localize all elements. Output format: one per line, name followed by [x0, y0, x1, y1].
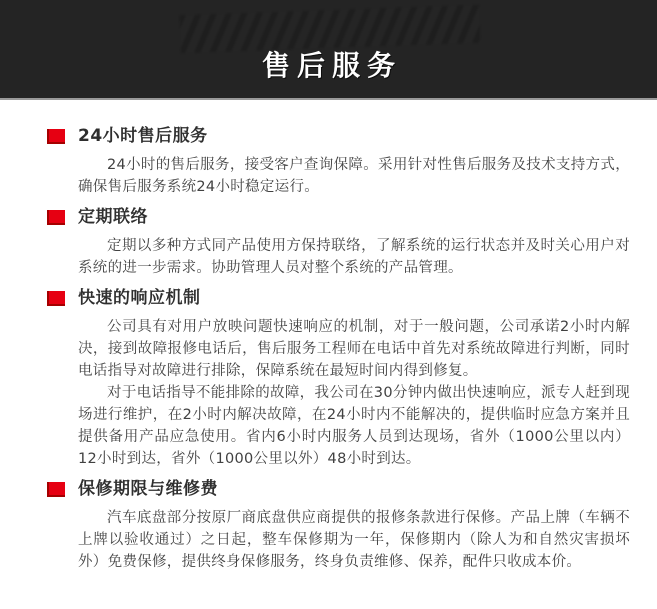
section-heading: 快速的响应机制: [78, 288, 201, 308]
red-square-bullet-icon: [47, 482, 65, 497]
document-content: [0, 100, 657, 573]
red-square-bullet-icon: [47, 129, 65, 144]
section-paragraph: 定期以多种方式同产品使用方保持联络，了解系统的运行状态并及时关心用户对系统的进一步需求。协助管理人员对整个系统的产品管理。: [78, 238, 630, 276]
section-paragraph: 汽车底盘部分按原厂商底盘供应商提供的报修条款进行保修。产品上牌（车辆不上牌以验收通过）之日起，整车保修期为一年，保修期内（除人为和自然灾害损坏外）免费保修，提供终身保修服务，终身负责维修、保养，配件只收成本价。: [78, 510, 630, 570]
section-paragraph: 对于电话指导不能排除的故障，我公司在30分钟内做出快速响应，派专人赶到现场进行维护，在2小时内解决故障，在24小时内不能解决的，提供临时应急方案并且提供备用产品应急使用。省内6小时内服务人员到达现场，省外（1000公里以内）12小时到达，省外（1000公里以外）48小时到达。: [78, 385, 630, 467]
section-heading: 定期联络: [78, 207, 148, 227]
red-square-bullet-icon: [47, 210, 65, 225]
section-heading-row: [0, 288, 657, 308]
page-title: 售后服务: [261, 49, 402, 82]
section-warranty-fees: [0, 479, 657, 573]
section-heading: 24小时售后服务: [78, 126, 208, 146]
page-header-banner: [0, 0, 657, 100]
section-24h-service: [0, 126, 657, 198]
section-regular-contact: [0, 207, 657, 279]
section-heading-row: [0, 479, 657, 499]
section-fast-response: [0, 288, 657, 470]
red-square-bullet-icon: [47, 291, 65, 306]
section-heading: 保修期限与维修费: [78, 479, 218, 499]
section-paragraph: 24小时的售后服务，接受客户查询保障。采用针对性售后服务及技术支持方式，确保售后服务系统24小时稳定运行。: [78, 157, 630, 195]
section-paragraph: 公司具有对用户放映问题快速响应的机制，对于一般问题，公司承诺2小时内解决，接到故障报修电话后，售后服务工程师在电话中首先对系统故障进行判断，同时电话指导对故障进行排除，保障系统在最短时间内得到修复。: [78, 319, 630, 379]
section-heading-row: [0, 126, 657, 146]
section-heading-row: [0, 207, 657, 227]
